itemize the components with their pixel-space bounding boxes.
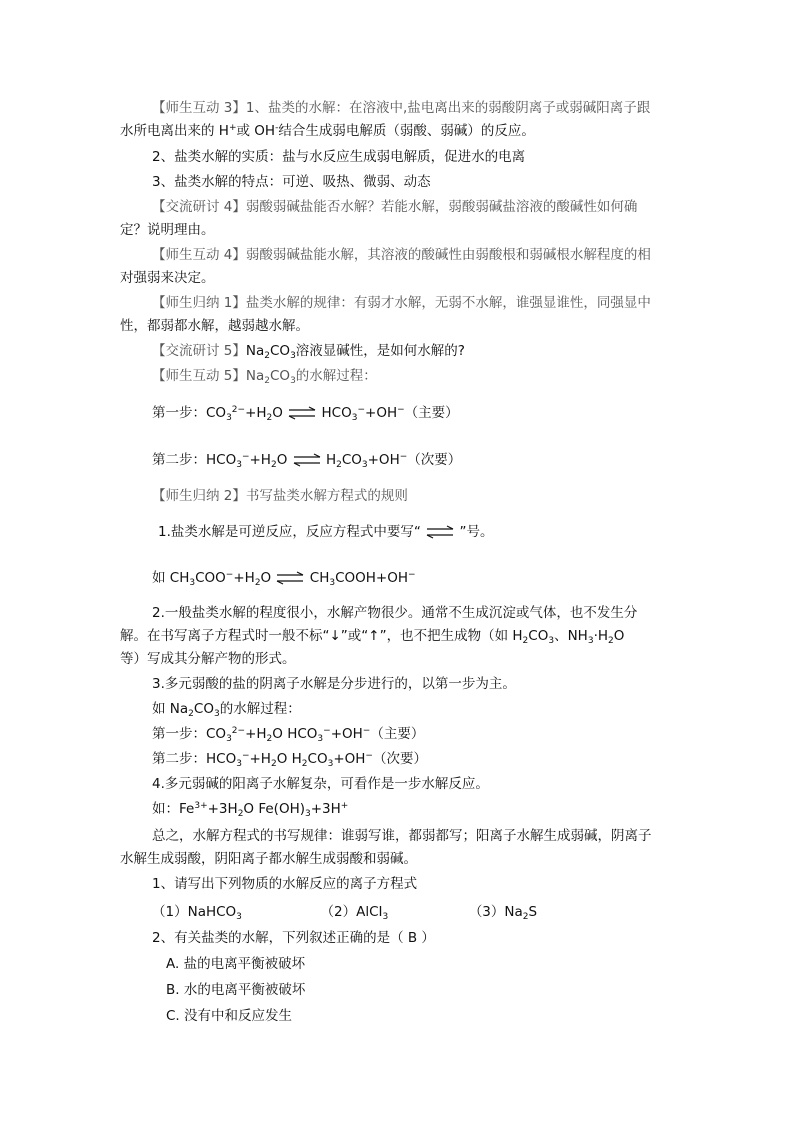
equation-line <box>152 403 459 423</box>
subscript: 2 <box>264 376 270 386</box>
paragraph-line <box>152 486 408 506</box>
superscript: − <box>397 405 405 415</box>
subscript: 2 <box>522 636 529 646</box>
superscript: − <box>241 452 250 462</box>
text: ”号。 <box>459 524 494 540</box>
subscript: 3 <box>226 734 232 744</box>
text: （2）AlCI <box>320 904 383 920</box>
text: 的水解过程： <box>295 368 377 384</box>
subscript: 3 <box>236 912 242 922</box>
equation-line <box>152 568 416 588</box>
text: 、NH <box>554 628 588 644</box>
text: 第一步：CO <box>152 726 227 742</box>
equilibrium-arrow-icon <box>425 525 455 539</box>
subscript: 2 <box>266 734 273 744</box>
text: 【师生归纳 2】书写盐类水解方程式的规则 <box>152 488 408 504</box>
text: +H <box>245 405 267 421</box>
paragraph-line <box>120 220 215 240</box>
text: 3.多元弱酸的盐的阴离子水解是分步进行的，以第一步为主。 <box>152 676 516 692</box>
text: 总之，水解方程式的书写规律：谁弱写谁，都弱都写；阳离子水解生成弱碱，阴离子 <box>152 828 652 844</box>
subscript: 2 <box>237 809 244 819</box>
text: 或 OH <box>236 123 276 139</box>
question-text <box>152 928 435 948</box>
subscript: 3 <box>304 809 311 819</box>
text: （次要） <box>407 452 462 468</box>
superscript: 3+ <box>194 801 208 811</box>
text: 如 CH <box>152 570 190 586</box>
subscript: 2 <box>188 709 194 719</box>
text: CO <box>341 452 362 468</box>
equation-line <box>152 799 348 819</box>
paragraph-line <box>152 774 489 794</box>
text: 水解生成弱酸，阴阳离子都水解生成弱酸和弱碱。 <box>120 851 417 867</box>
paragraph-line <box>120 649 296 669</box>
text: （次要） <box>372 751 427 767</box>
text: 第二步：HCO <box>152 751 237 767</box>
text: 1、请写出下列物质的水解反应的离子方程式 <box>152 876 418 892</box>
equilibrium-arrow-icon <box>292 453 322 467</box>
subscript: 3 <box>327 759 334 769</box>
text: 对强弱来决定。 <box>120 270 215 286</box>
subscript: 3 <box>361 460 368 470</box>
text: 【师生归纳 1】盐类水解的规律：有弱才水解，无弱不水解，谁强显谁性，同强显中 <box>152 295 651 311</box>
paragraph-line <box>152 293 651 313</box>
text: COOH+OH <box>335 570 409 586</box>
subscript: 2 <box>270 460 277 470</box>
text: O <box>260 570 272 586</box>
equation-line <box>152 450 461 470</box>
superscript: − <box>225 570 234 580</box>
superscript: - <box>275 123 279 133</box>
text: 第二步：HCO <box>152 452 237 468</box>
text: H <box>325 452 337 468</box>
text: （1）NaHCO <box>152 904 237 920</box>
text: 【师生互动 4】弱酸弱碱盐能水解，其溶液的酸碱性由弱酸根和弱碱根水解程度的相 <box>152 247 651 263</box>
superscript: + <box>340 801 349 811</box>
subscript: 2 <box>266 413 273 423</box>
subscript: 2 <box>254 578 261 588</box>
text: +3H <box>207 801 238 817</box>
subscript: 3 <box>236 460 242 470</box>
text: HCO <box>321 405 352 421</box>
equilibrium-arrow-icon <box>275 571 305 585</box>
superscript: − <box>365 751 373 761</box>
text: 【师生互动 3】1、盐类的水解：在溶液中,盐电离出来的弱酸阴离子或弱碱阳离子跟 <box>152 100 651 116</box>
text: 等）写成其分解产物的形式。 <box>120 651 296 667</box>
paragraph-line <box>120 316 309 336</box>
subscript: 2 <box>336 460 342 470</box>
text: +OH <box>330 726 363 742</box>
text: 定？说明理由。 <box>120 222 215 238</box>
subscript: 3 <box>189 578 196 588</box>
equation-line <box>152 749 427 769</box>
text: 性，都弱都水解，越弱越水解。 <box>120 318 309 334</box>
paragraph-line <box>152 603 637 623</box>
text: 2、盐类水解的实质：盐与水反应生成弱电解质，促进水的电离 <box>152 149 526 165</box>
subscript: 3 <box>382 912 389 922</box>
text: CO <box>528 628 549 644</box>
text: 1.盐类水解是可逆反应，反应方程式中要写“ <box>158 524 421 540</box>
text: 【交流研讨 4】弱酸弱碱盐能否水解？若能水解，弱酸弱碱盐溶液的酸碱性如何确 <box>152 199 638 215</box>
text: Na <box>245 343 265 359</box>
text: 第一步：CO <box>152 405 227 421</box>
text: B. 水的电离平衡被破坏 <box>166 982 306 998</box>
paragraph-line <box>152 699 301 719</box>
text: CO <box>270 368 291 384</box>
subscript: 3 <box>226 413 232 423</box>
superscript: − <box>399 452 408 462</box>
subscript: 3 <box>290 376 296 386</box>
subscript: 3 <box>290 351 296 361</box>
text: 解。在书写离子方程式时一般不标“↓”或“↑”，也不把生成物（如 H <box>120 628 523 644</box>
superscript: + <box>228 123 237 133</box>
paragraph-line <box>152 147 525 167</box>
text: A. 盐的电离平衡被破坏 <box>166 956 306 972</box>
subscript: 2 <box>270 759 277 769</box>
paragraph-line <box>120 121 535 141</box>
subscript: 2 <box>608 636 614 646</box>
text: +OH <box>333 751 366 767</box>
subscript: 2 <box>264 351 270 361</box>
text: 如 Na <box>152 701 189 717</box>
text: 如：Fe <box>152 801 195 817</box>
text: （主要） <box>404 405 459 421</box>
subscript: 3 <box>329 578 336 588</box>
paragraph-line <box>152 366 377 386</box>
subscript: 2 <box>301 759 308 769</box>
text: O <box>613 628 625 644</box>
paragraph-line <box>120 626 624 646</box>
text: +H <box>233 570 255 586</box>
text: O <box>272 405 283 421</box>
subscript: 3 <box>351 413 358 423</box>
paragraph-line <box>152 197 637 217</box>
text: （主要） <box>370 726 425 742</box>
paragraph-line <box>152 826 652 846</box>
text: CO <box>270 343 291 359</box>
text: CH <box>309 570 330 586</box>
subscript: 3 <box>587 636 594 646</box>
text: 的水解过程： <box>219 701 301 717</box>
subscript: 2 <box>522 912 529 922</box>
paragraph-line <box>152 98 650 118</box>
text: 4.多元弱碱的阳离子水解复杂，可看作是一步水解反应。 <box>152 776 489 792</box>
paragraph-line <box>152 245 651 265</box>
paragraph-line <box>158 522 493 542</box>
question-options <box>152 902 537 922</box>
paragraph-line <box>152 674 516 694</box>
text: C. 没有中和反应发生 <box>166 1008 293 1024</box>
answer-option-a <box>166 954 305 974</box>
text: ·H <box>593 628 609 644</box>
text: +H <box>249 751 271 767</box>
subscript: 3 <box>213 709 220 719</box>
superscript: 2− <box>231 405 246 415</box>
paragraph-line <box>152 341 465 361</box>
superscript: − <box>408 570 416 580</box>
subscript: 3 <box>548 636 555 646</box>
text: 【师生互动 5】Na <box>152 368 265 384</box>
text: 【交流研讨 5】 <box>152 343 246 359</box>
text: 2、有关盐类的水解，下列叙述正确的是（ B ） <box>152 930 435 946</box>
superscript: − <box>357 405 366 415</box>
text: 结合生成弱电解质（弱酸、弱碱）的反应。 <box>278 123 535 139</box>
superscript: − <box>362 726 371 736</box>
subscript: 3 <box>236 759 242 769</box>
text: S <box>528 904 538 920</box>
subscript: 3 <box>317 734 324 744</box>
text: +OH <box>367 452 400 468</box>
text: （3）Na <box>468 904 523 920</box>
paragraph-line <box>120 849 417 869</box>
equilibrium-arrow-icon <box>287 406 317 420</box>
text: COO <box>195 570 226 586</box>
question-text <box>152 874 417 894</box>
text: 2.一般盐类水解的程度很小，水解产物很少。通常不生成沉淀或气体，也不发生分 <box>152 605 638 621</box>
text: CO <box>307 751 328 767</box>
text: 水所电离出来的 H <box>120 123 229 139</box>
text: 溶液显碱性，是如何水解的? <box>295 343 465 359</box>
text: O <box>276 452 288 468</box>
superscript: 2− <box>231 726 246 736</box>
text: +H <box>245 726 267 742</box>
text: CO <box>193 701 214 717</box>
superscript: − <box>241 751 250 761</box>
text: +OH <box>365 405 398 421</box>
text: O Fe(OH) <box>243 801 305 817</box>
paragraph-line <box>120 268 215 288</box>
answer-option-b <box>166 980 305 1000</box>
text: O HCO <box>272 726 318 742</box>
paragraph-line <box>152 172 431 192</box>
text: +H <box>249 452 271 468</box>
superscript: − <box>323 726 331 736</box>
answer-option-c <box>166 1006 292 1026</box>
text: 3、盐类水解的特点：可逆、吸热、微弱、动态 <box>152 174 431 190</box>
text: +3H <box>310 801 341 817</box>
text: O H <box>276 751 302 767</box>
equation-line <box>152 724 424 744</box>
